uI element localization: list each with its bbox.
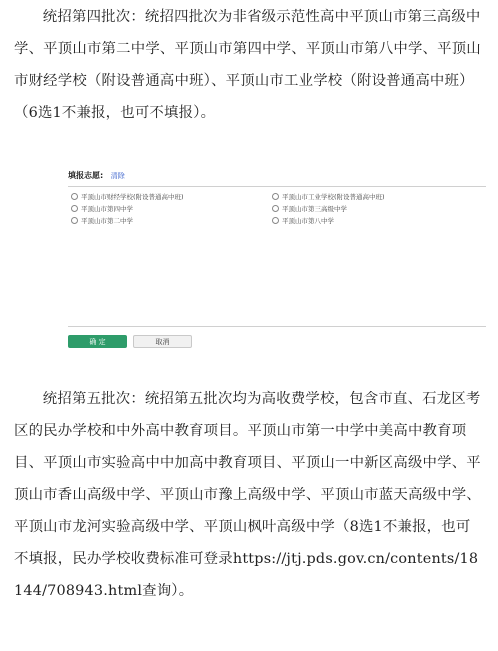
option-label: 平顶山市财经学校(附设普通高中班) <box>81 193 184 201</box>
option-third-high-school[interactable] <box>272 204 347 213</box>
option-caijing-school[interactable] <box>71 192 184 201</box>
radio-icon[interactable] <box>272 217 279 224</box>
paragraph-batch-four: 统招第四批次：统招四批次为非省级示范性高中平顶山市第三高级中学、平顶山市第二中学、平顶山市第四中学、平顶山市第八中学、平顶山市财经学校（附设普通高中班）、平顶山市工业学校（附设普通高中班）（6选1不兼报，也可不填报）。 <box>14 9 481 121</box>
option-label: 平顶山市工业学校(附设普通高中班) <box>282 193 385 201</box>
form-header <box>68 170 125 181</box>
radio-icon[interactable] <box>71 217 78 224</box>
option-fourth-middle-school[interactable] <box>71 204 133 213</box>
form-title: 填报志愿: <box>68 171 104 180</box>
cancel-button[interactable]: 取消 <box>133 335 192 348</box>
volunteer-form <box>68 168 486 350</box>
option-second-middle-school[interactable] <box>71 216 133 225</box>
radio-icon[interactable] <box>71 205 78 212</box>
radio-icon[interactable] <box>272 205 279 212</box>
option-label: 平顶山市第二中学 <box>81 217 133 225</box>
option-gongye-school[interactable] <box>272 192 385 201</box>
option-label: 平顶山市第三高级中学 <box>282 205 347 213</box>
confirm-button[interactable]: 确 定 <box>68 335 127 348</box>
radio-icon[interactable] <box>71 193 78 200</box>
clear-link[interactable]: 清除 <box>110 172 125 180</box>
divider <box>68 326 486 327</box>
radio-icon[interactable] <box>272 193 279 200</box>
paragraph-batch-five: 统招第五批次：统招第五批次均为高收费学校，包含市直、石龙区考区的民办学校和中外高中教育项目。平顶山市第一中学中美高中教育项目、平顶山市实验高中中加高中教育项目、平顶山一中新区高级中学、平顶山市香山高级中学、平顶山市豫上高级中学、平顶山市蓝天高级中学、平顶山市龙河实验高级中学、平顶山枫叶高级中学（8选1不兼报，也可不填报，民办学校收费标准可登录https://jtj.pds.gov.cn/contents/18144/708943.html查询）。 <box>14 391 481 599</box>
option-eighth-middle-school[interactable] <box>272 216 334 225</box>
form-buttons <box>68 335 192 348</box>
divider <box>68 186 486 187</box>
option-label: 平顶山市第四中学 <box>81 205 133 213</box>
option-label: 平顶山市第八中学 <box>282 217 334 225</box>
